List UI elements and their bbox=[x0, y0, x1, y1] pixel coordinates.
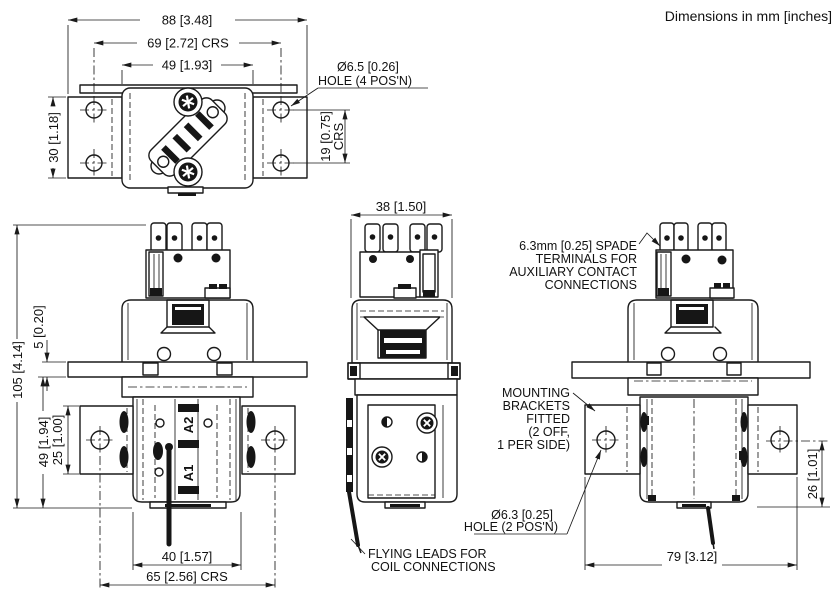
bracket-note-line4: (2 OFF, bbox=[528, 425, 570, 439]
leads-note-line1: FLYING LEADS FOR bbox=[368, 547, 487, 561]
dim-front-hole-crs: 65 [2.56] CRS bbox=[146, 569, 228, 584]
dim-front-body-width: 40 [1.57] bbox=[161, 549, 213, 564]
dim-front-overall-height: 105 [4.14] bbox=[10, 341, 25, 399]
bracket-note-leader bbox=[573, 393, 595, 411]
rear-view bbox=[464, 223, 830, 570]
bracket-note-line5: 1 PER SIDE) bbox=[497, 438, 570, 452]
spade-terminals-front bbox=[151, 223, 222, 252]
top-hole-note-line1: Ø6.5 [0.26] bbox=[337, 60, 399, 74]
side-view bbox=[346, 199, 496, 574]
spade-terminals-rear bbox=[660, 223, 726, 252]
auxiliary-microswitch-front bbox=[146, 250, 230, 298]
dim-top-bracket-height: 30 [1.18] bbox=[46, 112, 61, 163]
coil-terminal-a2-label: A2 bbox=[181, 416, 196, 434]
top-hole-note-line2: HOLE (4 POS'N) bbox=[318, 74, 413, 88]
spade-note-line2: TERMINALS FOR bbox=[535, 252, 637, 266]
dim-front-lower-height: 49 [1.94] bbox=[36, 416, 51, 468]
dim-top-hole-spacing: 19 [0.75] bbox=[318, 111, 333, 162]
dim-top-overall-width: 88 [3.48] bbox=[161, 12, 213, 28]
top-view bbox=[46, 13, 428, 197]
units-note: Dimensions in mm [inches] bbox=[664, 8, 832, 24]
mounting-plate-side bbox=[348, 363, 460, 379]
coil-terminal-a1-label: A1 bbox=[181, 464, 196, 482]
front-view bbox=[10, 223, 307, 590]
dim-front-plate-thickness: 5 [0.20] bbox=[31, 305, 46, 349]
mounting-bracket-left bbox=[68, 97, 122, 178]
mounting-plate-rear bbox=[572, 362, 810, 378]
leads-note-line2: COIL CONNECTIONS bbox=[371, 560, 496, 574]
spade-note-line1: 6.3mm [0.25] SPADE bbox=[519, 239, 637, 253]
rear-hole-note-line2: HOLE (2 POS'N) bbox=[463, 520, 558, 534]
dim-rear-overall-width: 79 [3.12] bbox=[666, 549, 718, 564]
spade-terminals-side bbox=[365, 224, 442, 252]
dim-side-depth: 38 [1.50] bbox=[375, 199, 427, 214]
auxiliary-microswitch-side bbox=[360, 250, 438, 298]
dim-top-hole-spacing-crs: CRS bbox=[331, 122, 346, 151]
flying-lead-rear bbox=[708, 508, 713, 543]
mounting-bracket-right bbox=[253, 97, 307, 178]
auxiliary-microswitch-rear bbox=[656, 250, 734, 298]
bracket-note-line3: FITTED bbox=[526, 412, 570, 426]
rear-hole-note-line1: Ø6.3 [0.25] bbox=[491, 508, 553, 522]
dim-top-body-width: 49 [1.93] bbox=[161, 57, 213, 73]
dim-front-bracket-height: 25 [1.00] bbox=[50, 414, 65, 466]
mounting-plate-front bbox=[68, 362, 307, 377]
dim-top-hole-crs: 69 [2.72] CRS bbox=[147, 35, 229, 51]
rear-hole-leader bbox=[567, 450, 601, 534]
dim-rear-hole-height: 26 [1.01] bbox=[805, 448, 820, 500]
bracket-rear-left bbox=[585, 405, 640, 474]
side-view-outline bbox=[346, 224, 460, 553]
spade-note-line3: AUXILIARY CONTACT bbox=[509, 265, 637, 279]
top-view-outline bbox=[68, 85, 307, 196]
spade-note-leader bbox=[639, 233, 660, 246]
front-view-outline bbox=[68, 223, 307, 544]
bracket-note-line2: BRACKETS bbox=[502, 399, 570, 413]
bracket-note-line1: MOUNTING bbox=[501, 386, 570, 400]
spade-note-line4: CONNECTIONS bbox=[544, 278, 637, 292]
coil-housing-side bbox=[357, 395, 457, 502]
